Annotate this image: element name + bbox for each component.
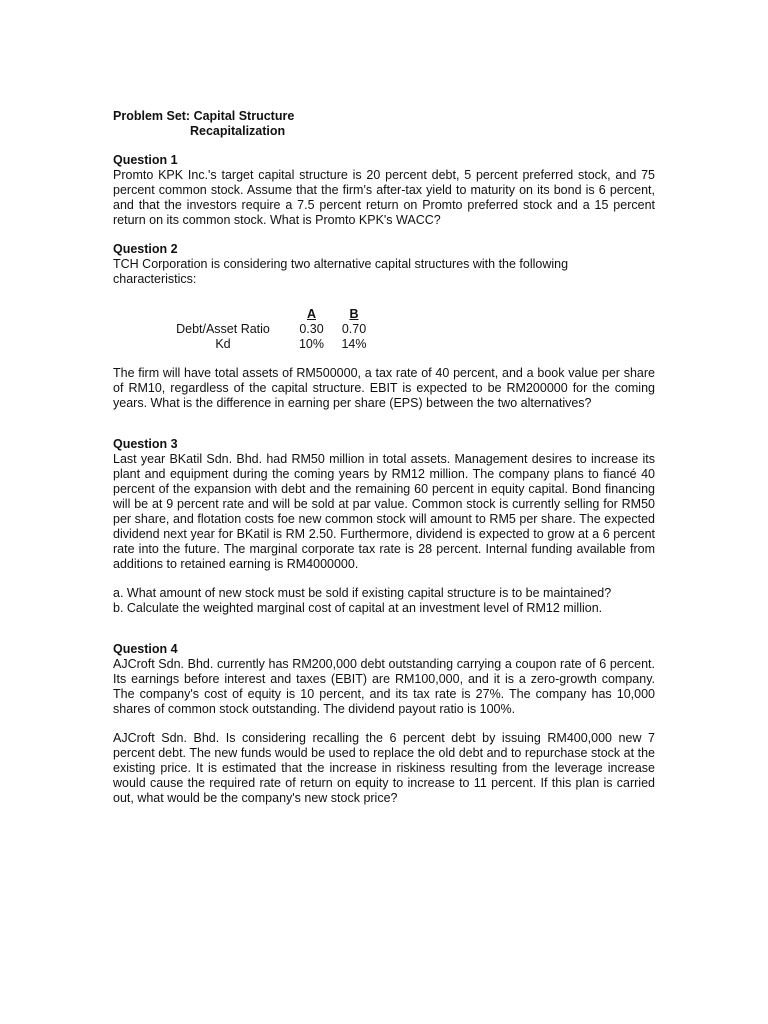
value-b: 0.70 bbox=[341, 322, 367, 336]
question-3-text: Last year BKatil Sdn. Bhd. had RM50 million in total assets. Management desires to increase its plant and equipment during the coming years by RM12 million. The company plans to fiancé 40 percent of the expansion with debt and the remaining 60 percent in equity capital. Bond financing will be at 9 percent rate and will be sold at par value. Common stock is currently selling for RM50 per share, and flotation costs foe new common stock will amount to RM5 per share. The expected dividend next year for BKatil is RM 2.50. Furthermore, dividend is expected to grow at a 6 percent rate into the future. The marginal corporate tax rate is 28 percent. Internal funding available from additions to retained earning is RM4000000. bbox=[113, 452, 655, 571]
question-1-text: Promto KPK Inc.'s target capital structure is 20 percent debt, 5 percent preferred stock, and 75 percent common stock. Assume that the firm's after-tax yield to maturity on its bond is 6 percent, and that the investors require a 7.5 percent return on Promto preferred stock and a 15 percent return on its common stock. What is Promto KPK's WACC? bbox=[113, 168, 655, 227]
document-title: Problem Set: Capital Structure bbox=[113, 109, 295, 123]
row-label: Kd bbox=[215, 337, 231, 351]
question-4-text-2: AJCroft Sdn. Bhd. Is considering recalling the 6 percent debt by issuing RM400,000 new 7 percent debt. The new funds would be used to replace the old debt and to repurchase stock at the existing price. It is estimated that the increase in riskiness resulting from the leverage increase would cause the required rate of return on equity to increase to 11 percent. If this plan is carried out, what would be the company's new stock price? bbox=[113, 731, 655, 805]
question-3-part-b: b. Calculate the weighted marginal cost of capital at an investment level of RM12 million. bbox=[113, 601, 603, 615]
row-label: Debt/Asset Ratio bbox=[176, 322, 270, 336]
document-subtitle: Recapitalization bbox=[190, 124, 286, 138]
table-header-row bbox=[157, 307, 374, 322]
question-2-text: The firm will have total assets of RM500000, a tax rate of 40 percent, and a book value per share of RM10, regardless of the capital structure. EBIT is expected to be RM200000 for the coming years. What is the difference in earning per share (EPS) between the two alternatives? bbox=[113, 366, 655, 410]
value-a: 10% bbox=[298, 337, 325, 351]
column-header-a: A bbox=[306, 307, 317, 321]
value-b: 14% bbox=[341, 337, 367, 351]
value-a: 0.30 bbox=[299, 322, 324, 336]
question-1-heading: Question 1 bbox=[113, 153, 178, 167]
question-4-heading: Question 4 bbox=[113, 642, 178, 656]
question-3-part-a: a. What amount of new stock must be sold if existing capital structure is to be maintained? bbox=[113, 586, 612, 600]
capital-structure-table bbox=[157, 307, 374, 352]
column-header-b: B bbox=[349, 307, 359, 321]
table-row bbox=[157, 322, 374, 337]
question-2-heading: Question 2 bbox=[113, 242, 178, 256]
table-row bbox=[157, 337, 374, 352]
document-body bbox=[113, 109, 655, 806]
question-2-intro: TCH Corporation is considering two alternative capital structures with the following characteristics: bbox=[113, 257, 569, 286]
question-4-text-1: AJCroft Sdn. Bhd. currently has RM200,000 debt outstanding carrying a coupon rate of 6 percent. Its earnings before interest and taxes (EBIT) are RM100,000, and it is a zero-growth company. The company's cost of equity is 10 percent, and its tax rate is 27%. The company has 10,000 shares of common stock outstanding. The dividend payout ratio is 100%. bbox=[113, 657, 655, 716]
question-3-heading: Question 3 bbox=[113, 437, 178, 451]
